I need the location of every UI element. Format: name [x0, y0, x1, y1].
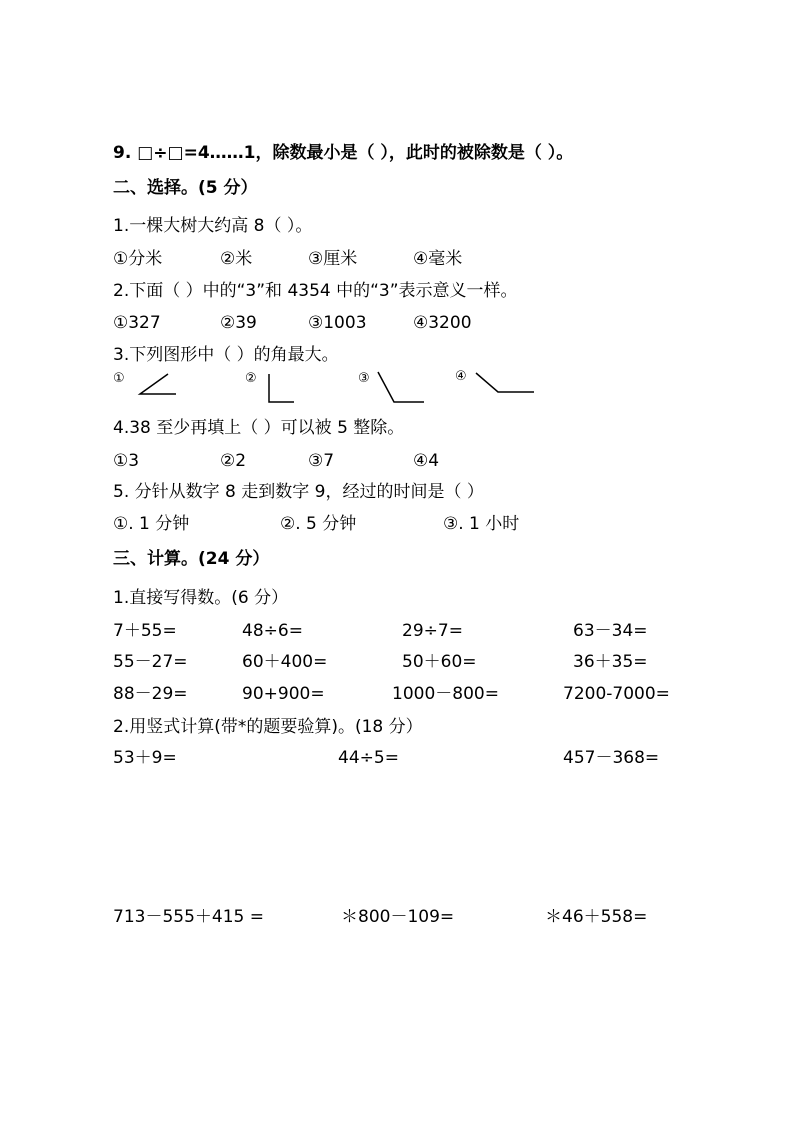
choice-question-4: 4.38 至少再填上（ ）可以被 5 整除。 [113, 418, 405, 438]
vertical-calc-4: 713－555＋415 = [113, 907, 264, 927]
angle-option-2-label: ② [245, 371, 257, 386]
vertical-calc-2: 44÷5= [338, 748, 399, 768]
calc-3-2: 90+900= [242, 684, 325, 704]
calc-1-2: 48÷6= [242, 621, 303, 641]
calc-2-1: 55－27= [113, 652, 188, 672]
angle-option-4-label: ④ [455, 369, 467, 384]
option-4-2: ②2 [220, 451, 247, 471]
option-1-2: ②米 [220, 249, 253, 269]
section3-part1-title: 1.直接写得数。(6 分） [113, 588, 289, 608]
option-2-1: ①327 [113, 313, 161, 333]
angle-obtuse-figure [374, 370, 426, 406]
option-1-1: ①分米 [113, 249, 163, 269]
option-5-3: ③. 1 小时 [443, 514, 520, 534]
angle-obtuse-wide-figure [472, 370, 536, 396]
angle-option-3-label: ③ [358, 371, 370, 386]
option-4-4: ④4 [413, 451, 440, 471]
option-4-3: ③7 [308, 451, 335, 471]
option-1-3: ③厘米 [308, 249, 358, 269]
angle-option-1-label: ① [113, 371, 125, 386]
calc-3-3: 1000－800= [392, 684, 499, 704]
angle-acute-figure [136, 372, 178, 396]
section2-title: 二、选择。(5 分） [113, 178, 258, 198]
calc-2-2: 60＋400= [242, 652, 328, 672]
section3-title: 三、计算。(24 分） [113, 549, 270, 569]
calc-3-1: 88－29= [113, 684, 188, 704]
choice-question-2: 2.下面（ ）中的“3”和 4354 中的“3”表示意义一样。 [113, 281, 518, 301]
calc-3-4: 7200-7000= [563, 684, 670, 704]
option-2-3: ③1003 [308, 313, 367, 333]
option-5-1: ①. 1 分钟 [113, 514, 190, 534]
vertical-calc-1: 53＋9= [113, 748, 177, 768]
angle-right-figure [266, 372, 298, 404]
option-5-2: ②. 5 分钟 [280, 514, 357, 534]
calc-1-3: 29÷7= [402, 621, 463, 641]
question-9: 9. □÷□=4……1，除数最小是（ ），此时的被除数是（ ）。 [113, 143, 574, 163]
vertical-calc-6: ＊46＋558= [545, 907, 648, 927]
choice-question-1: 1.一棵大树大约高 8（ ）。 [113, 216, 313, 236]
option-2-2: ②39 [220, 313, 257, 333]
calc-2-3: 50＋60= [402, 652, 477, 672]
choice-question-3: 3.下列图形中（ ）的角最大。 [113, 345, 339, 365]
calc-2-4: 36＋35= [573, 652, 648, 672]
calc-1-1: 7＋55= [113, 621, 177, 641]
option-1-4: ④毫米 [413, 249, 463, 269]
calc-1-4: 63－34= [573, 621, 648, 641]
option-2-4: ④3200 [413, 313, 472, 333]
vertical-calc-3: 457－368= [563, 748, 660, 768]
section3-part2-title: 2.用竖式计算(带*的题要验算)。(18 分） [113, 717, 423, 737]
vertical-calc-5: ＊800－109= [341, 907, 455, 927]
option-4-1: ①3 [113, 451, 140, 471]
choice-question-5: 5. 分针从数字 8 走到数字 9，经过的时间是（ ） [113, 482, 484, 502]
